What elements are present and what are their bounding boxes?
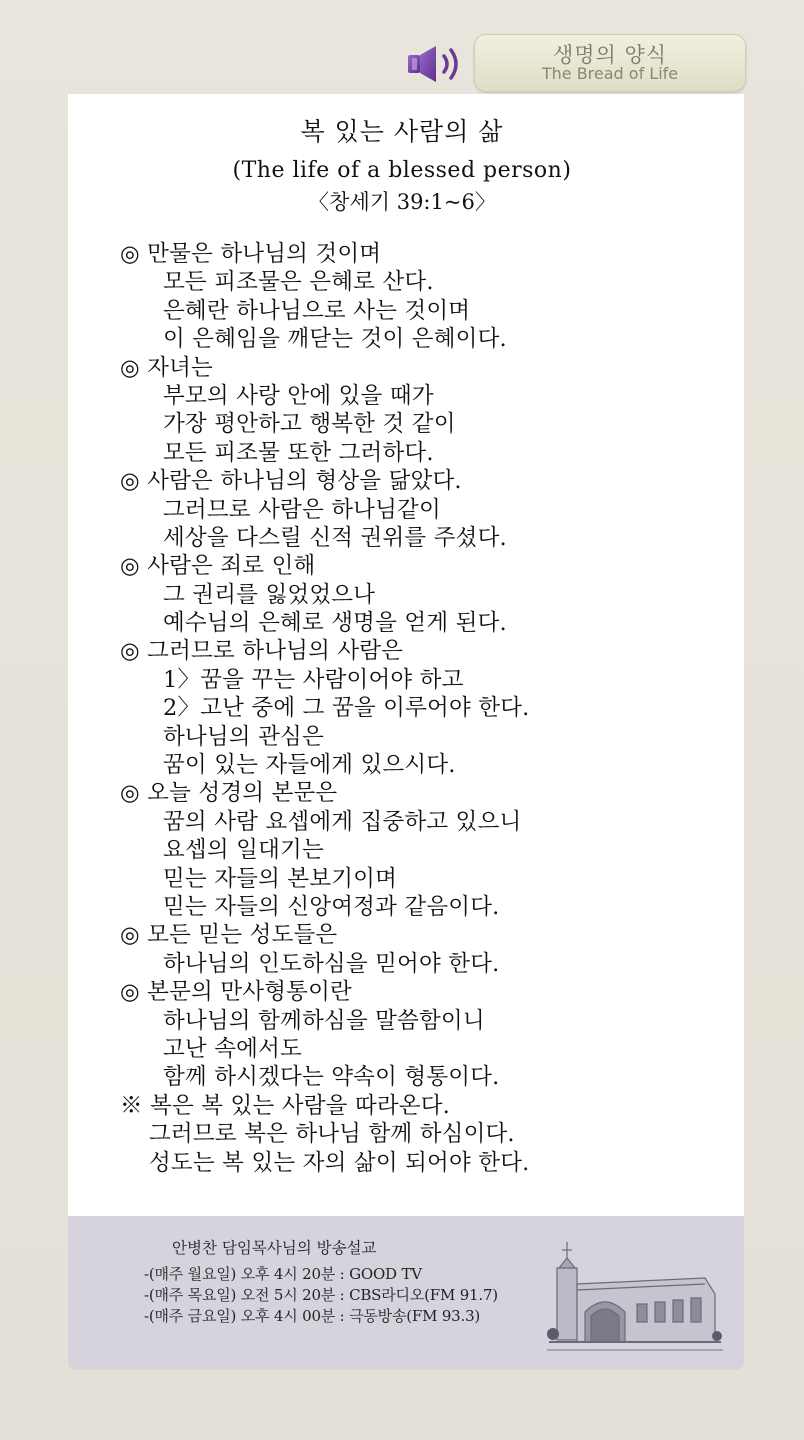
body-line: 꿈의 사람 요셉에게 집중하고 있으니 (163, 808, 522, 835)
sermon-subtitle: (The life of a blessed person) (232, 158, 572, 183)
body-line: 모든 피조물 또한 그러하다. (163, 439, 434, 466)
note-line: ※ 복은 복 있는 사람을 따라온다. (120, 1092, 451, 1119)
speaker-icon[interactable] (404, 42, 468, 86)
body-line: 하나님의 인도하심을 믿어야 한다. (163, 950, 500, 977)
body-line: ◎ 그러므로 하나님의 사람은 (120, 638, 404, 665)
broadcast-schedule-item: -(매주 월요일) 오후 4시 20분 : GOOD TV (144, 1265, 422, 1283)
body-line: ◎ 사람은 하나님의 형상을 닮았다. (120, 468, 462, 495)
body-line: 예수님의 은혜로 생명을 얻게 된다. (163, 610, 507, 637)
bread-of-life-badge (474, 34, 746, 92)
body-line: 꿈이 있는 자들에게 있으시다. (163, 752, 456, 779)
body-line: ◎ 만물은 하나님의 것이며 (120, 241, 382, 267)
scripture-reference: 〈창세기 39:1~6〉 (308, 190, 496, 214)
body-line: 2〉고난 중에 그 꿈을 이루어야 한다. (163, 695, 530, 722)
body-line: 그러므로 사람은 하나님같이 (163, 496, 441, 523)
body-line: 은혜란 하나님으로 사는 것이며 (163, 297, 471, 324)
body-line: ◎ 사람은 죄로 인해 (120, 553, 316, 580)
body-line: 요셉의 일대기는 (163, 837, 324, 864)
body-line: 하나님의 함께하심을 말씀함이니 (163, 1007, 485, 1034)
body-line: 믿는 자들의 본보기이며 (163, 865, 398, 892)
body-line: 믿는 자들의 신앙여정과 같음이다. (163, 893, 500, 920)
broadcast-schedule-item: -(매주 금요일) 오후 4시 00분 : 극동방송(FM 93.3) (144, 1307, 481, 1325)
broadcast-schedule-item: -(매주 목요일) 오전 5시 20분 : CBS라디오(FM 91.7) (144, 1286, 498, 1304)
body-line: ◎ 오늘 성경의 본문은 (120, 780, 338, 807)
body-line: 부모의 사랑 안에 있을 때가 (163, 382, 434, 409)
body-line: ◎ 자녀는 (120, 354, 213, 381)
body-line: 가장 평안하고 행복한 것 같이 (163, 411, 456, 438)
body-line: ◎ 본문의 만사형통이란 (120, 979, 352, 1006)
body-line: 하나님의 관심은 (163, 723, 324, 750)
sermon-title: 복 있는 사람의 삶 (300, 117, 504, 146)
body-line: 이 은혜임을 깨닫는 것이 은혜이다. (163, 326, 507, 353)
note-line: 성도는 복 있는 자의 삶이 되어야 한다. (149, 1149, 530, 1176)
body-line: 함께 하시겠다는 약속이 형통이다. (163, 1064, 500, 1091)
body-line: 모든 피조물은 은혜로 산다. (163, 269, 434, 296)
body-line: 세상을 다스릴 신적 권위를 주셨다. (163, 524, 507, 551)
body-line: 1〉꿈을 꾸는 사람이어야 하고 (163, 666, 464, 693)
note-line: 그러므로 복은 하나님 함께 하심이다. (149, 1121, 515, 1148)
body-line: ◎ 모든 믿는 성도들은 (120, 922, 338, 949)
badge-title-korean: 생명의 양식 (552, 43, 668, 67)
badge-title-english: The Bread of Life (541, 64, 679, 83)
broadcast-title: 안병찬 담임목사님의 방송설교 (172, 1239, 377, 1257)
sermon-body (120, 240, 740, 1177)
body-line: 그 권리를 잃었었으나 (163, 581, 376, 608)
church-building-icon (545, 1238, 725, 1358)
body-line: 고난 속에서도 (163, 1035, 302, 1062)
